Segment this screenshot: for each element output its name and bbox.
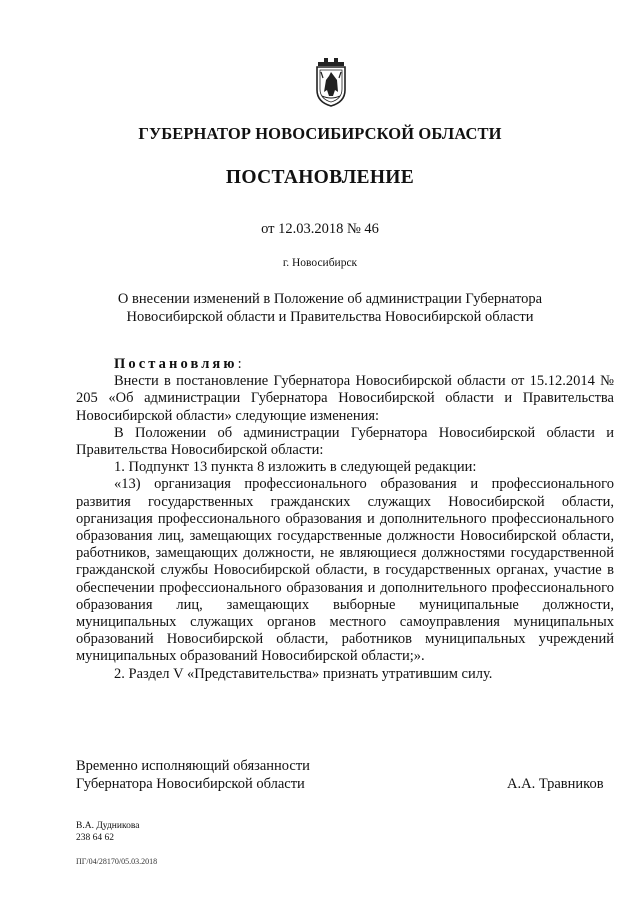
resolve-colon: :	[237, 356, 242, 372]
executor-info	[76, 820, 139, 844]
signatory-name: А.А. Травников	[507, 776, 604, 792]
document-code: ПГ/04/28170/05.03.2018	[76, 857, 158, 866]
executor-phone: 238 64 62	[76, 833, 114, 843]
position-line: Временно исполняющий обязанности	[76, 758, 310, 774]
city-label: г. Новосибирск	[282, 257, 358, 269]
resolve-word: Постановляю	[114, 356, 238, 372]
position-line: Губернатора Новосибирской области	[76, 775, 305, 792]
body-paragraph: В Положении об администрации Губернатора Новосибирской области и Правительства Новосибирской области:	[76, 424, 614, 459]
body-paragraph: Внести в постановление Губернатора Новосибирской области от 15.12.2014 № 205 «Об администрации Губернатора Новосибирской области и Правительства Новосибирской области» следующие изменения:	[76, 373, 614, 424]
coat-of-arms-icon	[314, 56, 348, 108]
body-paragraph: 2. Раздел V «Представительства» признать утратившим силу.	[114, 665, 493, 682]
body-paragraph: 1. Подпункт 13 пункта 8 изложить в следующей редакции:	[114, 459, 477, 476]
title-line: О внесении изменений в Положение об администрации Губернатора	[117, 291, 543, 307]
document-title	[100, 290, 560, 326]
resolve-line	[76, 356, 614, 373]
organization-heading: ГУБЕРНАТОР НОВОСИБИРСКОЙ ОБЛАСТИ	[138, 124, 502, 143]
date-and-number: от 12.03.2018 № 46	[261, 221, 379, 237]
body-paragraph: «13) организация профессионального образования и профессионального развития государственных гражданских служащих Новосибирской области, организация профессионального образования и дополнительного профессионального образования лиц, замещающих государственные должности Новосибирской области, работников, замещающих должности, не являющиеся должностями государственной гражданской службы Новосибирской области, в государственных органах, участие в обеспечении профессионального образования и дополнительного профессионального образования лиц, замещающих выборные муниципальные должности, муниципальных служащих органов местного самоуправления муниципальных образований Новосибирской области, работников муниципальных учреждений муниципальных образований Новосибирской области;».	[76, 476, 614, 665]
document-type-heading: ПОСТАНОВЛЕНИЕ	[225, 167, 415, 188]
title-line: Новосибирской области и Правительства Новосибирской области	[126, 309, 534, 325]
signatory-position	[76, 758, 310, 793]
document-body	[76, 356, 614, 683]
executor-name: В.А. Дудникова	[76, 821, 140, 831]
